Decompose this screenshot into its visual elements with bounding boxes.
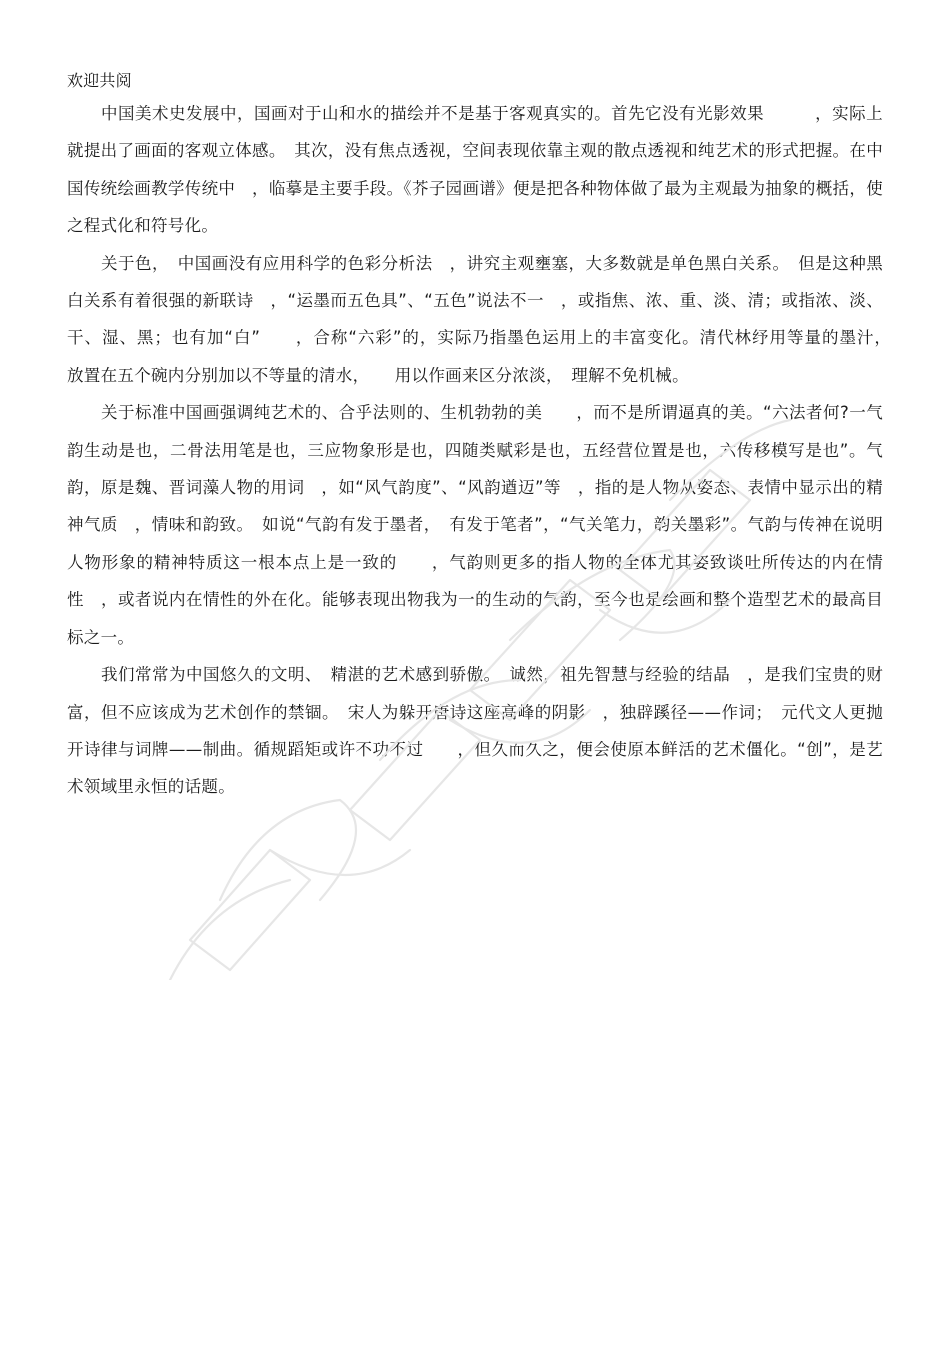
paragraph-3: 关于标准中国画强调纯艺术的、合乎法则的、生机勃勃的美 ，而不是所谓逼真的美。“六法者何?一气韵生动是也，二骨法用笔是也，三应物象形是也，四随类赋彩是也，五经营位置是也，六传移模写是也”。气韵，原是魏、晋词藻人物的用词 ，如“风气韵度”、“风韵遒迈”等 ，指的是人物从姿态、表情中显示出的精神气质 ，情味和韵致。 如说“气韵有发于墨者， 有发于笔者”，“气关笔力，韵关墨彩”。气韵与传神在说明人物形象的精神特质这一根本点上是一致的 ，气韵则更多的指人物的全体尤其姿致谈吐所传达的内在情性 ，或者说内在情性的外在化。能够表现出物我为一的生动的气韵，至今也是绘画和整个造型艺术的最高目标之一。: [67, 403, 883, 647]
paragraph-1: 中国美术史发展中，国画对于山和水的描绘并不是基于客观真实的。首先它没有光影效果 ，实际上就提出了画面的客观立体感。 其次，没有焦点透视，空间表现依靠主观的散点透视和纯艺术的形式把握。在中国传统绘画教学传统中 ，临摹是主要手段。《芥子园画谱》便是把各种物体做了最为主观最为抽象的概括，使之程式化和符号化。: [67, 104, 883, 236]
paragraph-4: 我们常常为中国悠久的文明、 精湛的艺术感到骄傲。 诚然，祖先智慧与经验的结晶 ，是我们宝贵的财富，但不应该成为艺术创作的禁锢。 宋人为躲开唐诗这座高峰的阴影 ，独辟蹊径——作词； 元代文人更抛开诗律与词牌——制曲。循规蹈矩或许不功不过 ，但久而久之，便会使原本鲜活的艺术僵化。“创”，是艺术领域里永恒的话题。: [67, 665, 883, 797]
page-header: 欢迎共阅: [67, 71, 132, 90]
body-text: [67, 95, 900, 806]
paragraph-2: 关于色， 中国画没有应用科学的色彩分析法 ，讲究主观壅塞，大多数就是单色黑白关系。 但是这种黑白关系有着很强的新联诗 ，“运墨而五色具”、“五色”说法不一 ，或指焦、浓、重、淡、清；或指浓、淡、干、湿、黑；也有加“白” ，合称“六彩”的，实际乃指墨色运用上的丰富变化。清代林纾用等量的墨汁， 放置在五个碗内分别加以不等量的清水， 用以作画来区分浓淡， 理解不免机械。: [67, 253, 900, 385]
